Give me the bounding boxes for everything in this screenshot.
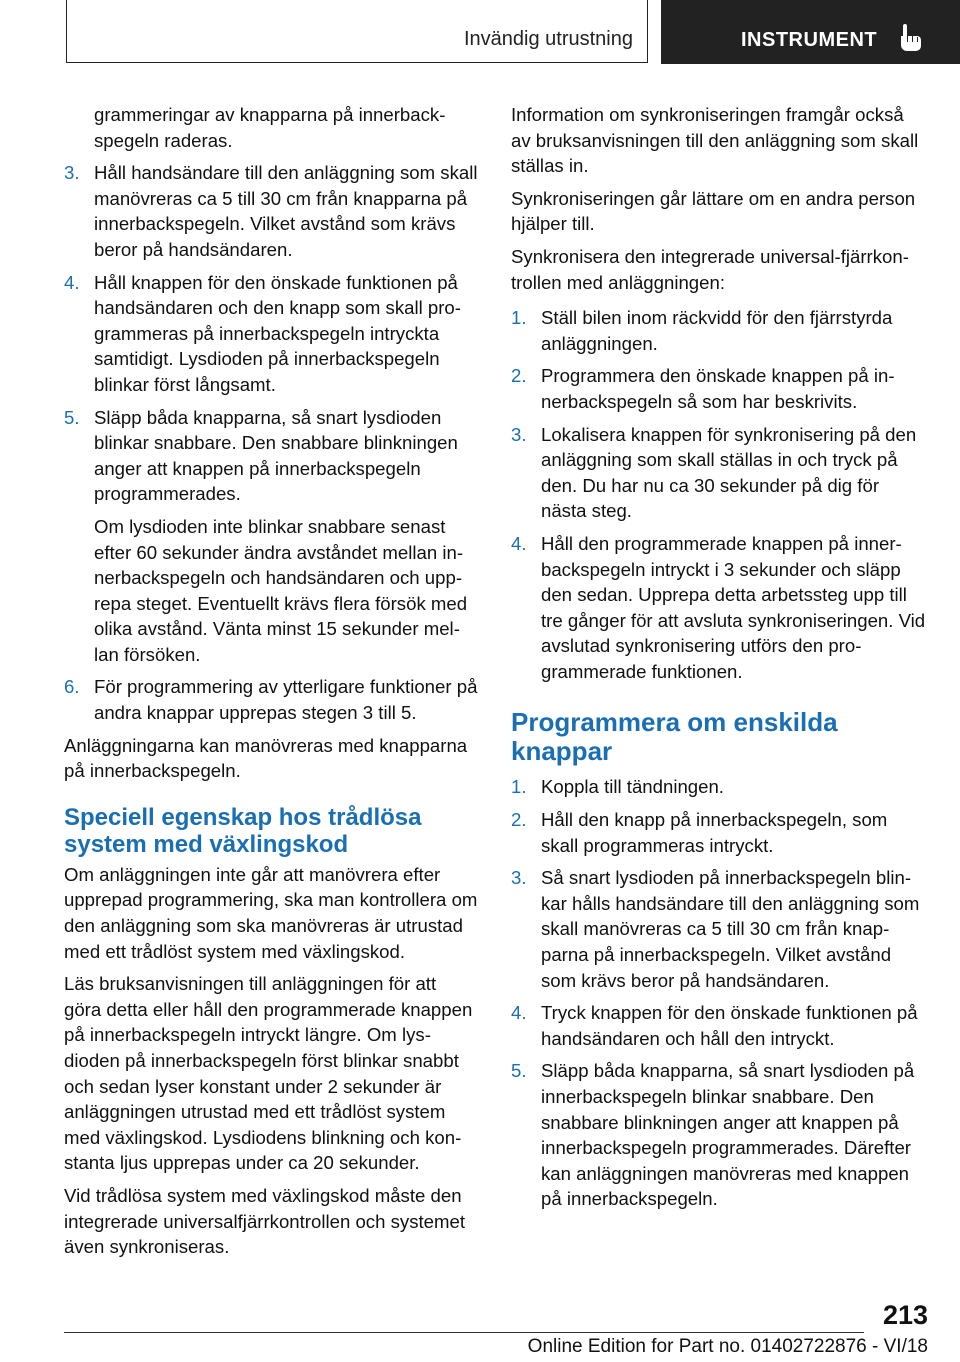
right-column xyxy=(511,102,927,1219)
step-text: Håll den knapp på innerbackspegeln, som skall programmeras intryckt. xyxy=(541,809,888,856)
step-text: Programmera den önskade knappen på innerbackspegeln så som har beskrivits. xyxy=(541,365,895,412)
paragraph: Anläggningarna kan manövreras med knapparna på innerbackspegeln. xyxy=(64,734,468,782)
step-number: 3. xyxy=(511,423,527,445)
step-text: Håll den programmerade knappen på innerbackspegeln intryckt i 3 sekunder och släpp den sedan. Upprepa detta arbetssteg upp till tre gånger för att avsluta synkroniseringen. Vid avslutad synkronisering utförs den programmerade funktionen. xyxy=(541,532,926,682)
paragraph: Synkronisera den integrerade universal-fjärrkontrollen med anläggningen: xyxy=(511,245,909,293)
list-item xyxy=(511,807,927,858)
list-item xyxy=(511,865,927,993)
step-text: Håll handsändare till den anläggning som skall manövreras ca 5 till 30 cm från knapparna på innerbackspegeln. Vilket avstånd som krävs beror på handsändaren. xyxy=(94,162,478,260)
list-item xyxy=(511,305,927,356)
step-number: 4. xyxy=(511,1002,527,1024)
section-title: Invändig utrustning xyxy=(463,28,633,50)
step-number: 3. xyxy=(64,162,80,184)
step-number: 3. xyxy=(511,867,527,889)
paragraph: Om anläggningen inte går att manövrera efter upprepad programmering, ska man kontrollera om den anläggning som ska manövreras är utrustad med ett trådlöst system med växlingskod. xyxy=(64,863,478,962)
step-text: Ställ bilen inom räckvidd för den fjärrstyrda anläggningen. xyxy=(541,307,893,354)
list-item xyxy=(511,1000,927,1051)
step-number: 1. xyxy=(511,776,527,798)
chapter-title: INSTRUMENT xyxy=(741,29,878,51)
step-text: Håll knappen för den önskade funktionen på handsändaren och den knapp som skall programmeras på innerbackspegeln intryckta samtidigt. Lysdioden på innerbackspegeln blinkar först långsamt. xyxy=(94,271,461,395)
step-number: 6. xyxy=(64,676,80,698)
step-number: 2. xyxy=(511,809,527,831)
step-number: 5. xyxy=(511,1060,527,1082)
step-text: Så snart lysdioden på innerbackspegeln blinkar hålls handsändare till den anläggning som skall manövreras ca 5 till 30 cm från knapparna på innerbackspegeln. Vilket avstånd som krävs beror på handsändaren. xyxy=(541,867,920,991)
page-number: 213 xyxy=(882,1300,928,1330)
list-item xyxy=(64,405,478,668)
paragraph: Information om synkroniseringen framgår också av bruksanvisningen till den anläggning som skall ställas in. xyxy=(511,104,919,177)
step-text: För programmering av ytterligare funktioner på andra knappar upprepas stegen 3 till 5. xyxy=(94,676,478,724)
list-item xyxy=(64,674,478,725)
step-text: Släpp båda knapparna, så snart lysdioden blinkar snabbare. Den snabbare blinkningen anger att knappen på innerbackspegeln programmerades. xyxy=(94,406,458,505)
step-number: 4. xyxy=(64,271,80,293)
header-section-tab xyxy=(66,0,648,63)
section-heading: Programmera om enskilda knappar xyxy=(511,707,838,767)
list-item xyxy=(64,270,478,398)
paragraph: Synkroniseringen går lättare om en andra person hjälper till. xyxy=(511,187,916,235)
list-item xyxy=(511,1058,927,1212)
step-number: 4. xyxy=(511,532,527,554)
list-item xyxy=(64,160,478,262)
section-heading: Speciell egenskap hos trådlösa system med växlingskod xyxy=(64,803,422,858)
paragraph: Vid trådlösa system med växlingskod måste den integrerade universalfjärrkontrollen och systemet även synkroniseras. xyxy=(64,1184,465,1258)
step-number: 5. xyxy=(64,406,80,428)
step-text: Koppla till tändningen. xyxy=(541,776,724,798)
paragraph: Läs bruksanvisningen till anläggningen för att göra detta eller håll den programmerade knappen på innerbackspegeln intryckt längre. Om lysdioden på innerbackspegeln först blinkar snabbt och sedan lyser konstant under 2 sekunder är anläggningen utrustad med ett trådlöst system med växlingskod. Lysdiodens blinkning och konstanta ljus upprepas under ca 20 sekunder. xyxy=(64,973,473,1174)
header-chapter-tab xyxy=(661,0,960,64)
list-item xyxy=(511,422,927,524)
step-number: 1. xyxy=(511,307,527,329)
pointing-hand-icon xyxy=(897,24,923,52)
paragraph: grammeringar av knapparna på innerbackspegeln raderas. xyxy=(94,104,446,151)
left-column xyxy=(64,102,478,1267)
list-item xyxy=(511,531,927,685)
step-text: Släpp båda knapparna, så snart lysdioden på innerbackspegeln blinkar snabbare. Den snabbare blinkningen anger att knappen på innerbackspegeln programmerades. Därefter kan anläggningen manövreras med knappen på innerbackspegeln. xyxy=(541,1060,915,1210)
step-note: Om lysdioden inte blinkar snabbare senast efter 60 sekunder ändra avståndet mellan innerbackspegeln och handsändaren och upprepa steget. Eventuellt krävs flera försök med olika avstånd. Vänta minst 15 sekunder mellan försöken. xyxy=(94,515,468,665)
footer-edition: Online Edition for Part no. 01402722876 - VI/18 xyxy=(527,1336,928,1357)
footer-divider xyxy=(64,1332,864,1333)
list-item xyxy=(511,774,927,800)
step-number: 2. xyxy=(511,365,527,387)
list-item xyxy=(511,363,927,414)
step-text: Tryck knappen för den önskade funktionen på handsändaren och håll den intryckt. xyxy=(541,1002,918,1049)
step-text: Lokalisera knappen för synkronisering på den anläggning som skall ställas in och tryck på den. Du har nu ca 30 sekunder på dig för nästa steg. xyxy=(541,423,917,522)
